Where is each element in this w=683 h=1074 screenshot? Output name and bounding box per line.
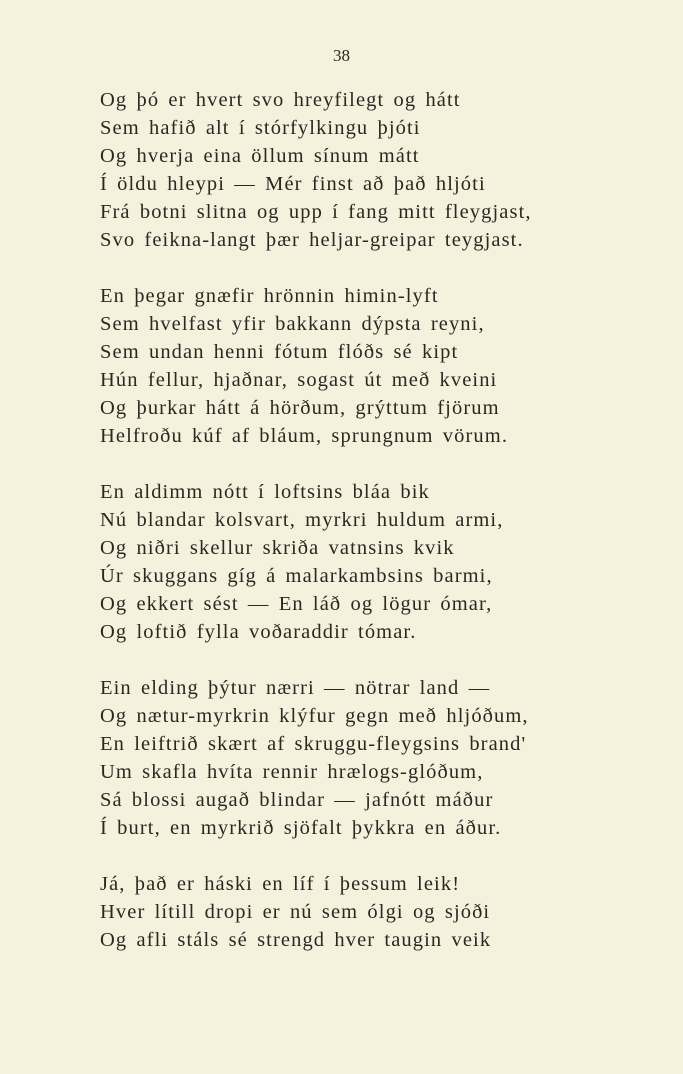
stanza [100,674,660,842]
verse-line: Svo feikna-langt þær heljar-greipar teygjast. [100,229,524,251]
poem-body [100,86,660,982]
verse-line: Sem hvelfast yfir bakkann dýpsta reyni, [100,313,485,335]
stanza [100,86,660,254]
verse-line: Og niðri skellur skriða vatnsins kvik [100,537,455,559]
verse-line: Frá botni slitna og upp í fang mitt fleygjast, [100,201,532,223]
verse-line: Hún fellur, hjaðnar, sogast út með kveini [100,369,498,391]
verse-line: Og afli stáls sé strengd hver taugin veik [100,929,492,951]
page-number: 38 [333,46,350,65]
verse-line: Og ekkert sést — En láð og lögur ómar, [100,593,493,615]
verse-line: Sem hafið alt í stórfylkingu þjóti [100,117,421,139]
verse-line: Og þurkar hátt á hörðum, grýttum fjörum [100,397,500,419]
verse-line: Og hverja eina öllum sínum mátt [100,145,420,167]
verse-line: Já, það er háski en líf í þessum leik! [100,873,461,895]
verse-line: Um skafla hvíta rennir hrælogs-glóðum, [100,761,484,783]
verse-line: Úr skuggans gíg á malarkambsins barmi, [100,565,493,587]
verse-line: En þegar gnæfir hrönnin himin-lyft [100,285,439,307]
verse-line: Nú blandar kolsvart, myrkri huldum armi, [100,509,504,531]
verse-line: Sem undan henni fótum flóðs sé kipt [100,341,459,363]
verse-line: Hver lítill dropi er nú sem ólgi og sjóði [100,901,491,923]
verse-line: Í öldu hleypi — Mér finst að það hljóti [100,173,486,195]
verse-line: Og þó er hvert svo hreyfilegt og hátt [100,89,461,111]
verse-line: Í burt, en myrkrið sjöfalt þykkra en áður. [100,817,502,839]
verse-line: Sá blossi augað blindar — jafnótt máður [100,789,494,811]
stanza [100,478,660,646]
stanza [100,282,660,450]
verse-line: Helfroðu kúf af bláum, sprungnum vörum. [100,425,509,447]
verse-line: En leiftrið skært af skruggu-fleygsins brand' [100,733,527,755]
verse-line: Ein elding þýtur nærri — nötrar land — [100,677,491,699]
stanza [100,870,660,954]
verse-line: Og nætur-myrkrin klýfur gegn með hljóðum, [100,705,529,727]
verse-line: En aldimm nótt í loftsins bláa bik [100,481,430,503]
verse-line: Og loftið fylla voðaraddir tómar. [100,621,417,643]
